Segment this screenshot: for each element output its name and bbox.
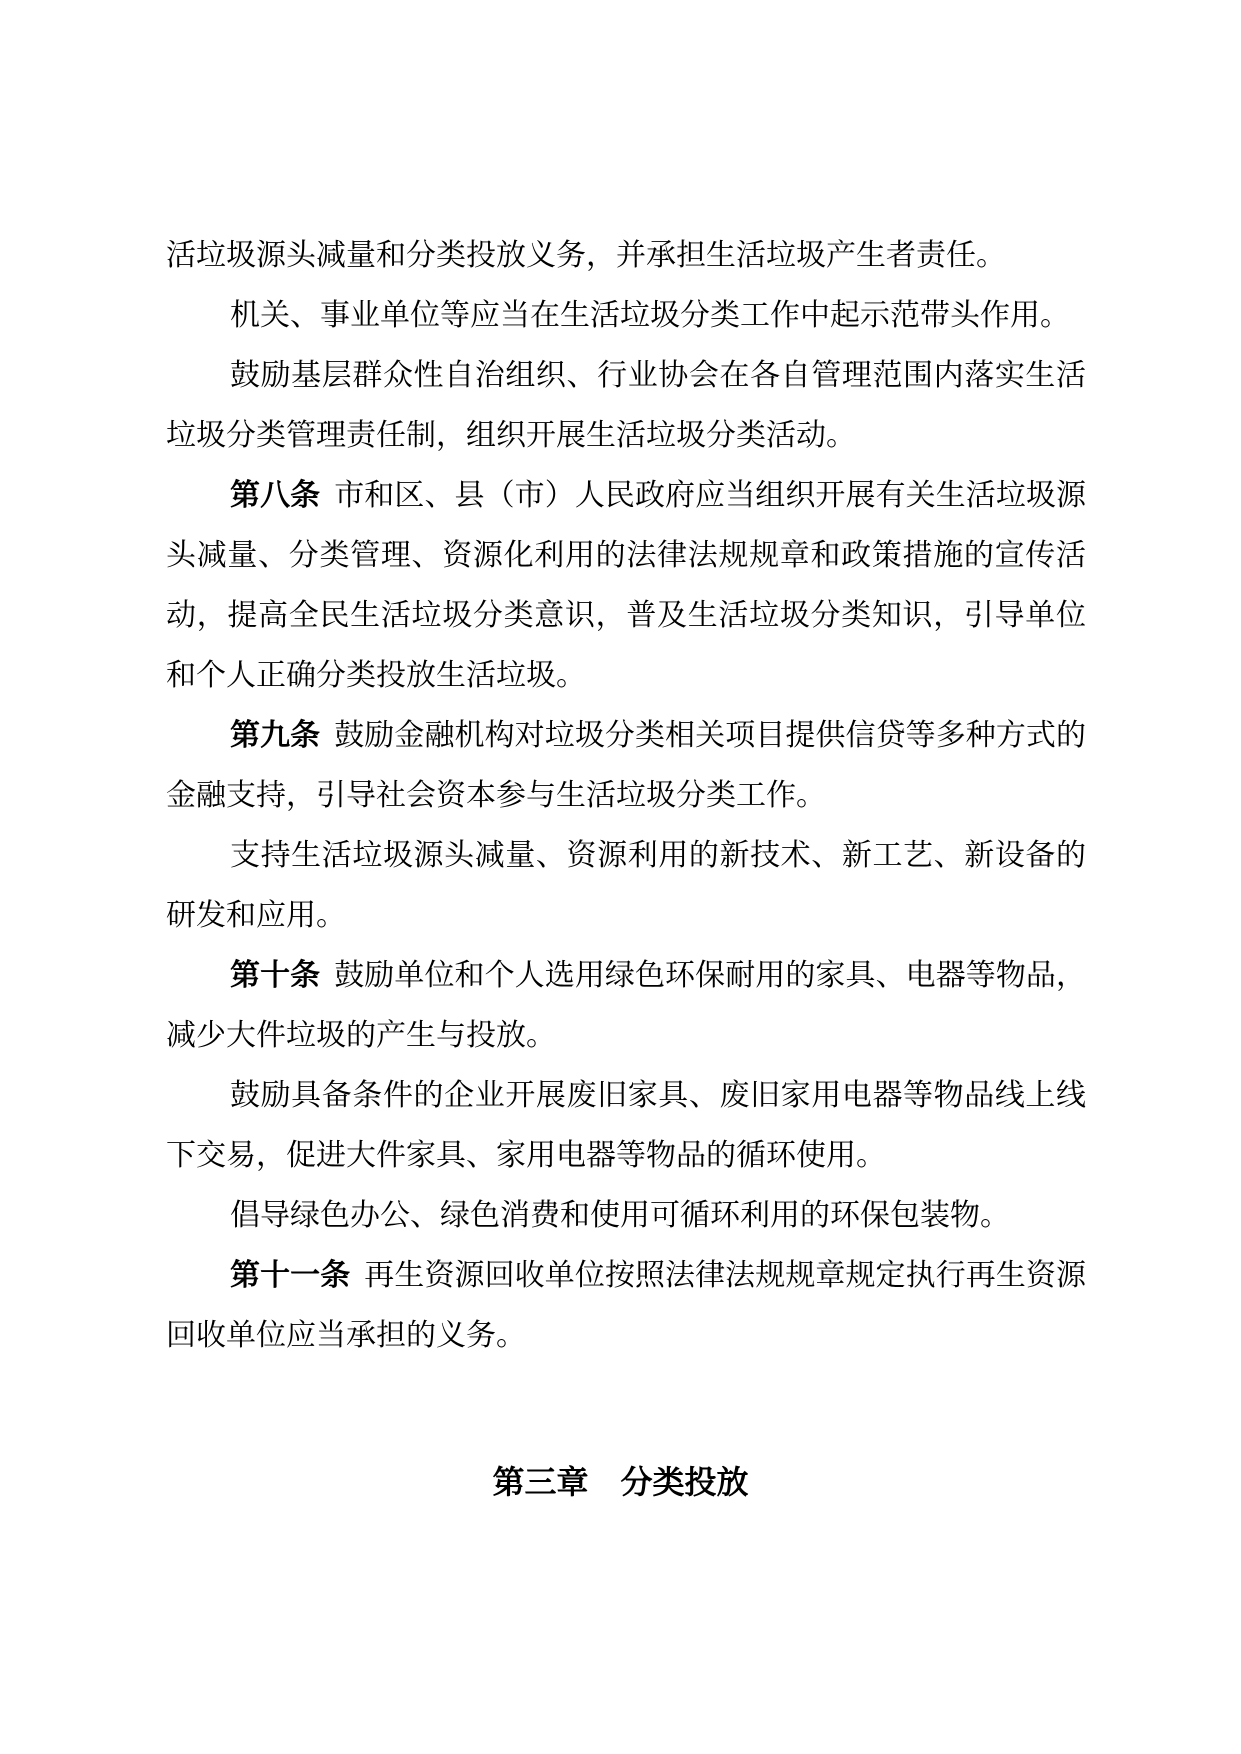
article-number: 第八条 bbox=[230, 478, 321, 513]
paragraph-3: 鼓励基层群众性自治组织、行业协会在各自管理范围内落实生活垃圾分类管理责任制，组织开展生活垃圾分类活动。 bbox=[166, 358, 1086, 453]
article-number: 第十一条 bbox=[230, 1258, 351, 1293]
article-11: 第十一条 再生资源回收单位按照法律法规规章规定执行再生资源回收单位应当承担的义务。 bbox=[166, 1258, 1086, 1353]
document-body bbox=[166, 226, 1086, 1366]
article-9: 第九条 鼓励金融机构对垃圾分类相关项目提供信贷等多种方式的金融支持，引导社会资本参与生活垃圾分类工作。 bbox=[166, 718, 1087, 813]
chapter-heading: 第三章 分类投放 bbox=[492, 1463, 749, 1501]
article-10: 第十条 鼓励单位和个人选用绿色环保耐用的家具、电器等物品，减少大件垃圾的产生与投放。 bbox=[166, 958, 1087, 1053]
article-8: 第八条 市和区、县（市）人民政府应当组织开展有关生活垃圾源头减量、分类管理、资源化利用的法律法规规章和政策措施的宣传活动，提高全民生活垃圾分类意识，普及生活垃圾分类知识，引导单位和个人正确分类投放生活垃圾。 bbox=[166, 478, 1087, 693]
paragraph-1: 活垃圾源头减量和分类投放义务，并承担生活垃圾产生者责任。 bbox=[166, 238, 1006, 273]
paragraph-6: 支持生活垃圾源头减量、资源利用的新技术、新工艺、新设备的研发和应用。 bbox=[166, 838, 1086, 933]
paragraph-2: 机关、事业单位等应当在生活垃圾分类工作中起示范带头作用。 bbox=[230, 298, 1070, 333]
paragraph-9: 倡导绿色办公、绿色消费和使用可循环利用的环保包装物。 bbox=[230, 1198, 1010, 1233]
article-number: 第十条 bbox=[230, 958, 321, 993]
paragraph-8: 鼓励具备条件的企业开展废旧家具、废旧家用电器等物品线上线下交易，促进大件家具、家用电器等物品的循环使用。 bbox=[166, 1078, 1086, 1173]
article-number: 第九条 bbox=[230, 718, 321, 753]
